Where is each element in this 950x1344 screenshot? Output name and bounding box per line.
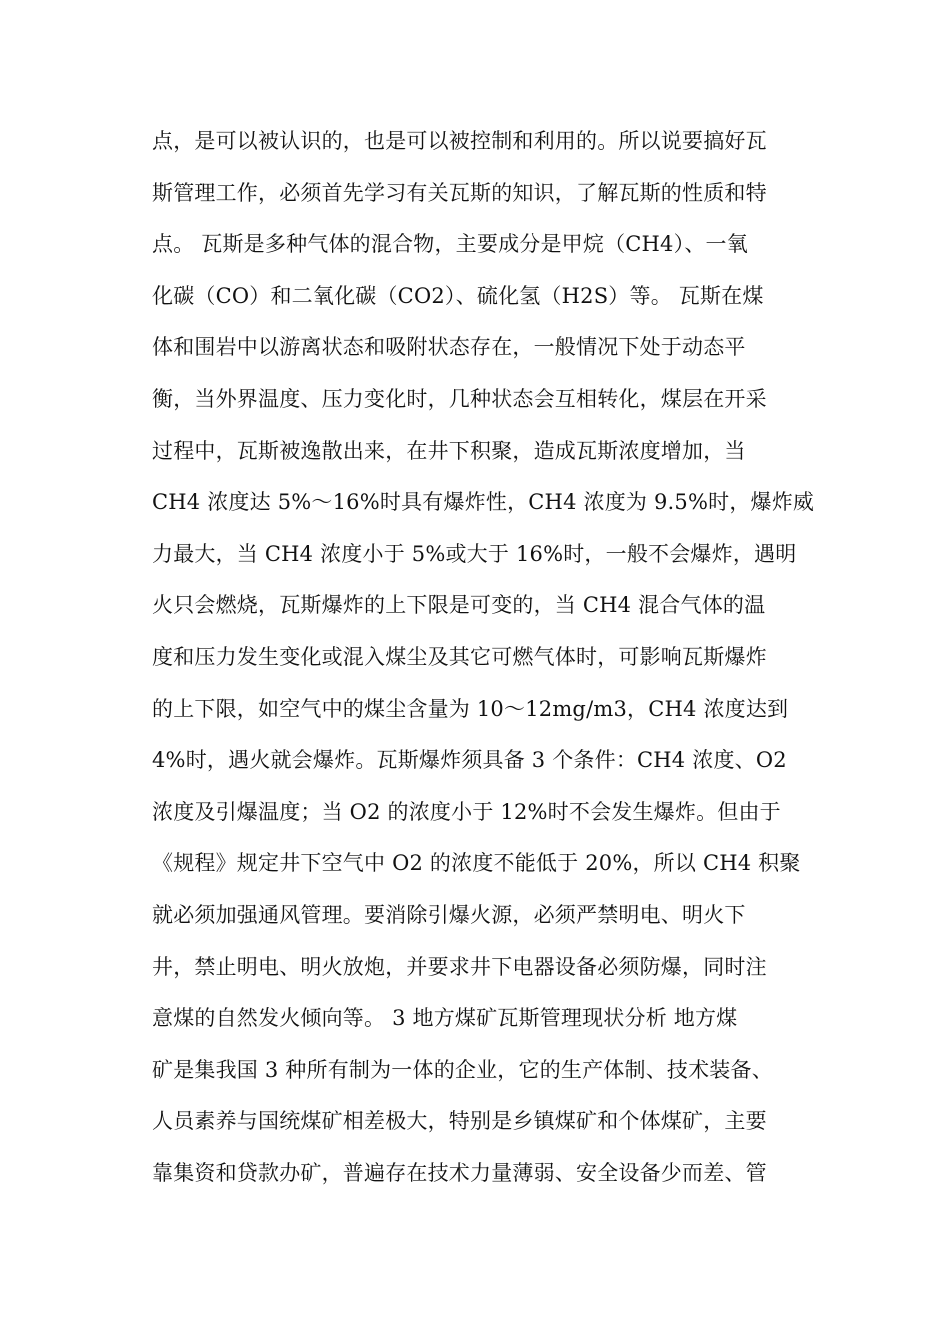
text-line: 斯管理工作，必须首先学习有关瓦斯的知识，了解瓦斯的性质和特 [152, 180, 767, 205]
text-line: 火只会燃烧，瓦斯爆炸的上下限是可变的，当 CH4 混合气体的温 [152, 593, 766, 618]
text-line: 点，是可以被认识的，也是可以被控制和利用的。所以说要搞好瓦 [152, 129, 767, 153]
text-line: 衡，当外界温度、压力变化时，几种状态会互相转化，煤层在开采 [152, 386, 767, 411]
text-line: 点。 瓦斯是多种气体的混合物，主要成分是甲烷（CH4）、一氧 [152, 232, 748, 257]
text-line: 化碳（CO）和二氧化碳（CO2）、硫化氢（H2S）等。 瓦斯在煤 [152, 283, 764, 308]
text-line: 体和围岩中以游离状态和吸附状态存在，一般情况下处于动态平 [152, 335, 746, 360]
text-line: 人员素养与国统煤矿相差极大，特别是乡镇煤矿和个体煤矿，主要 [152, 1109, 767, 1134]
text-line: 意煤的自然发火倾向等。 3 地方煤矿瓦斯管理现状分析 地方煤 [152, 1006, 738, 1031]
text-line: 《规程》规定井下空气中 O2 的浓度不能低于 20%，所以 CH4 积聚 [152, 851, 801, 876]
text-line: 的上下限，如空气中的煤尘含量为 10～12mg/m3，CH4 浓度达到 [152, 696, 789, 721]
text-line: 4%时，遇火就会爆炸。瓦斯爆炸须具备 3 个条件：CH4 浓度、O2 [152, 748, 787, 773]
text-line: 井，禁止明电、明火放炮，并要求井下电器设备必须防爆，同时注 [152, 954, 767, 979]
text-line: 力最大，当 CH4 浓度小于 5%或大于 16%时，一般不会爆炸，遇明 [152, 541, 797, 566]
text-line: 就必须加强通风管理。要消除引爆火源，必须严禁明电、明火下 [152, 902, 746, 927]
text-line: 靠集资和贷款办矿，普遍存在技术力量薄弱、安全设备少而差、管 [152, 1160, 767, 1185]
text-line: 度和压力发生变化或混入煤尘及其它可燃气体时，可影响瓦斯爆炸 [152, 644, 767, 669]
text-line: 过程中，瓦斯被逸散出来，在井下积聚，造成瓦斯浓度增加，当 [152, 438, 746, 463]
text-line: 浓度及引爆温度；当 O2 的浓度小于 12%时不会发生爆炸。但由于 [152, 799, 781, 824]
text-line: 矿是集我国 3 种所有制为一体的企业，它的生产体制、技术装备、 [152, 1057, 773, 1082]
text-line: CH4 浓度达 5%～16%时具有爆炸性，CH4 浓度为 9.5%时，爆炸威 [152, 490, 815, 515]
body-text [152, 116, 815, 1199]
